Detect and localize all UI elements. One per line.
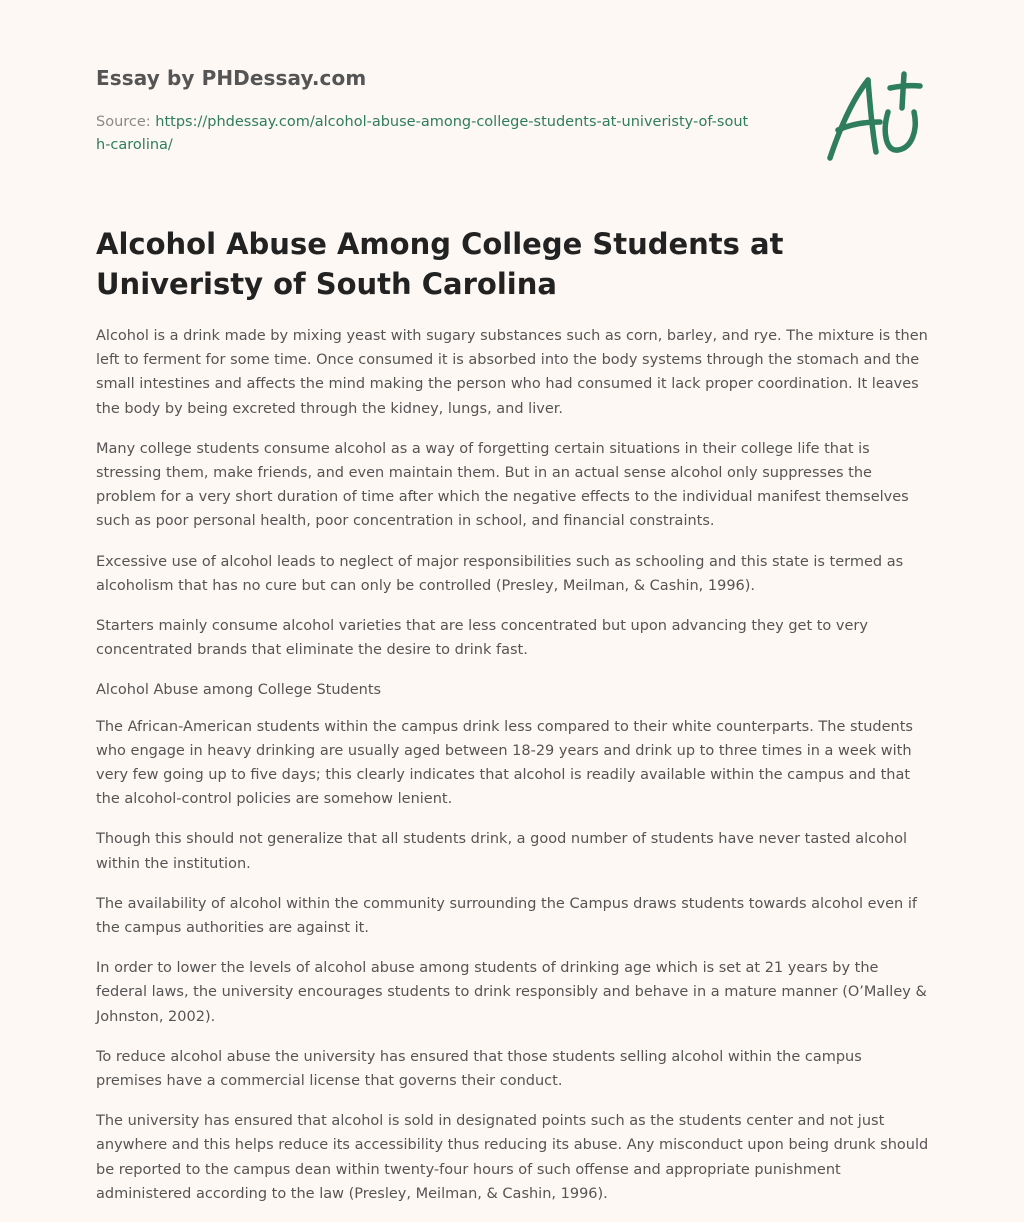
a-plus-grade-icon: [818, 66, 930, 166]
paragraph: The university has ensured that alcohol is sold in designated points such as the students center and not just anywhere and this helps reduce its accessibility thus reducing its abuse. Any misconduct upon being drunk should be reported to the campus dean within twenty-four hours of such offense and appropriate punishment administered according to the law (Presley, Meilman, & Cashin, 1996).: [96, 1113, 929, 1202]
section-heading: Alcohol Abuse among College Students: [96, 682, 382, 699]
paragraph: To reduce alcohol abuse the university has ensured that those students selling alcohol within the campus premises have a commercial license that governs their conduct.: [96, 1048, 862, 1090]
site-brand: Essay by PHDessay.com: [96, 66, 367, 90]
essay-title: Alcohol Abuse Among College Students at Univeristy of South Carolina: [96, 227, 784, 301]
source-line: [96, 111, 756, 157]
paragraph: The availability of alcohol within the community surrounding the Campus draws students towards alcohol even if the campus authorities are against it.: [96, 895, 917, 937]
paragraph: In order to lower the levels of alcohol abuse among students of drinking age which is set at 21 years by the federal laws, the university encourages students to drink responsibly and behave in a mature manner (O’Malley & Johnston, 2002).: [96, 960, 927, 1025]
paragraph: Starters mainly consume alcohol varieties that are less concentrated but upon advancing they get to very concentrated brands that eliminate the desire to drink fast.: [96, 618, 868, 659]
paragraph: Alcohol is a drink made by mixing yeast with sugary substances such as corn, barley, and rye. The mixture is then left to ferment for some time. Once consumed it is absorbed into the body systems through the stomach and the small intestines and affects the mind making the person who had consumed it lack proper coordination. It leaves the body by being excreted through the kidney, lungs, and liver.: [96, 328, 928, 417]
paragraph: Though this should not generalize that all students drink, a good number of students have never tasted alcohol within the institution.: [96, 831, 908, 872]
essay-body: [96, 324, 932, 1222]
source-link[interactable]: https://phdessay.com/alcohol-abuse-among-college-students-at-univeristy-of-south-carolina/: [96, 114, 749, 153]
paragraph: The African-American students within the campus drink less compared to their white counterparts. The students who engage in heavy drinking are usually aged between 18-29 years and drink up to three times in a week with very few going up to five days; this clearly indicates that alcohol is readily available within the campus and that the alcohol-control policies are somehow lenient.: [96, 718, 913, 808]
source-label: Source:: [96, 114, 156, 130]
paragraph: Many college students consume alcohol as a way of forgetting certain situations in their college life that is stressing them, make friends, and even maintain them. But in an actual sense alcohol only suppresses the problem for a very short duration of time after which the negative effects to the individual manifest themselves such as poor personal health, poor concentration in school, and financial constraints.: [96, 440, 909, 530]
paragraph: Excessive use of alcohol leads to neglect of major responsibilities such as schooling and this state is termed as alcoholism that has no cure but can only be controlled (Presley, Meilman, & Cashin, 1996).: [96, 553, 904, 594]
